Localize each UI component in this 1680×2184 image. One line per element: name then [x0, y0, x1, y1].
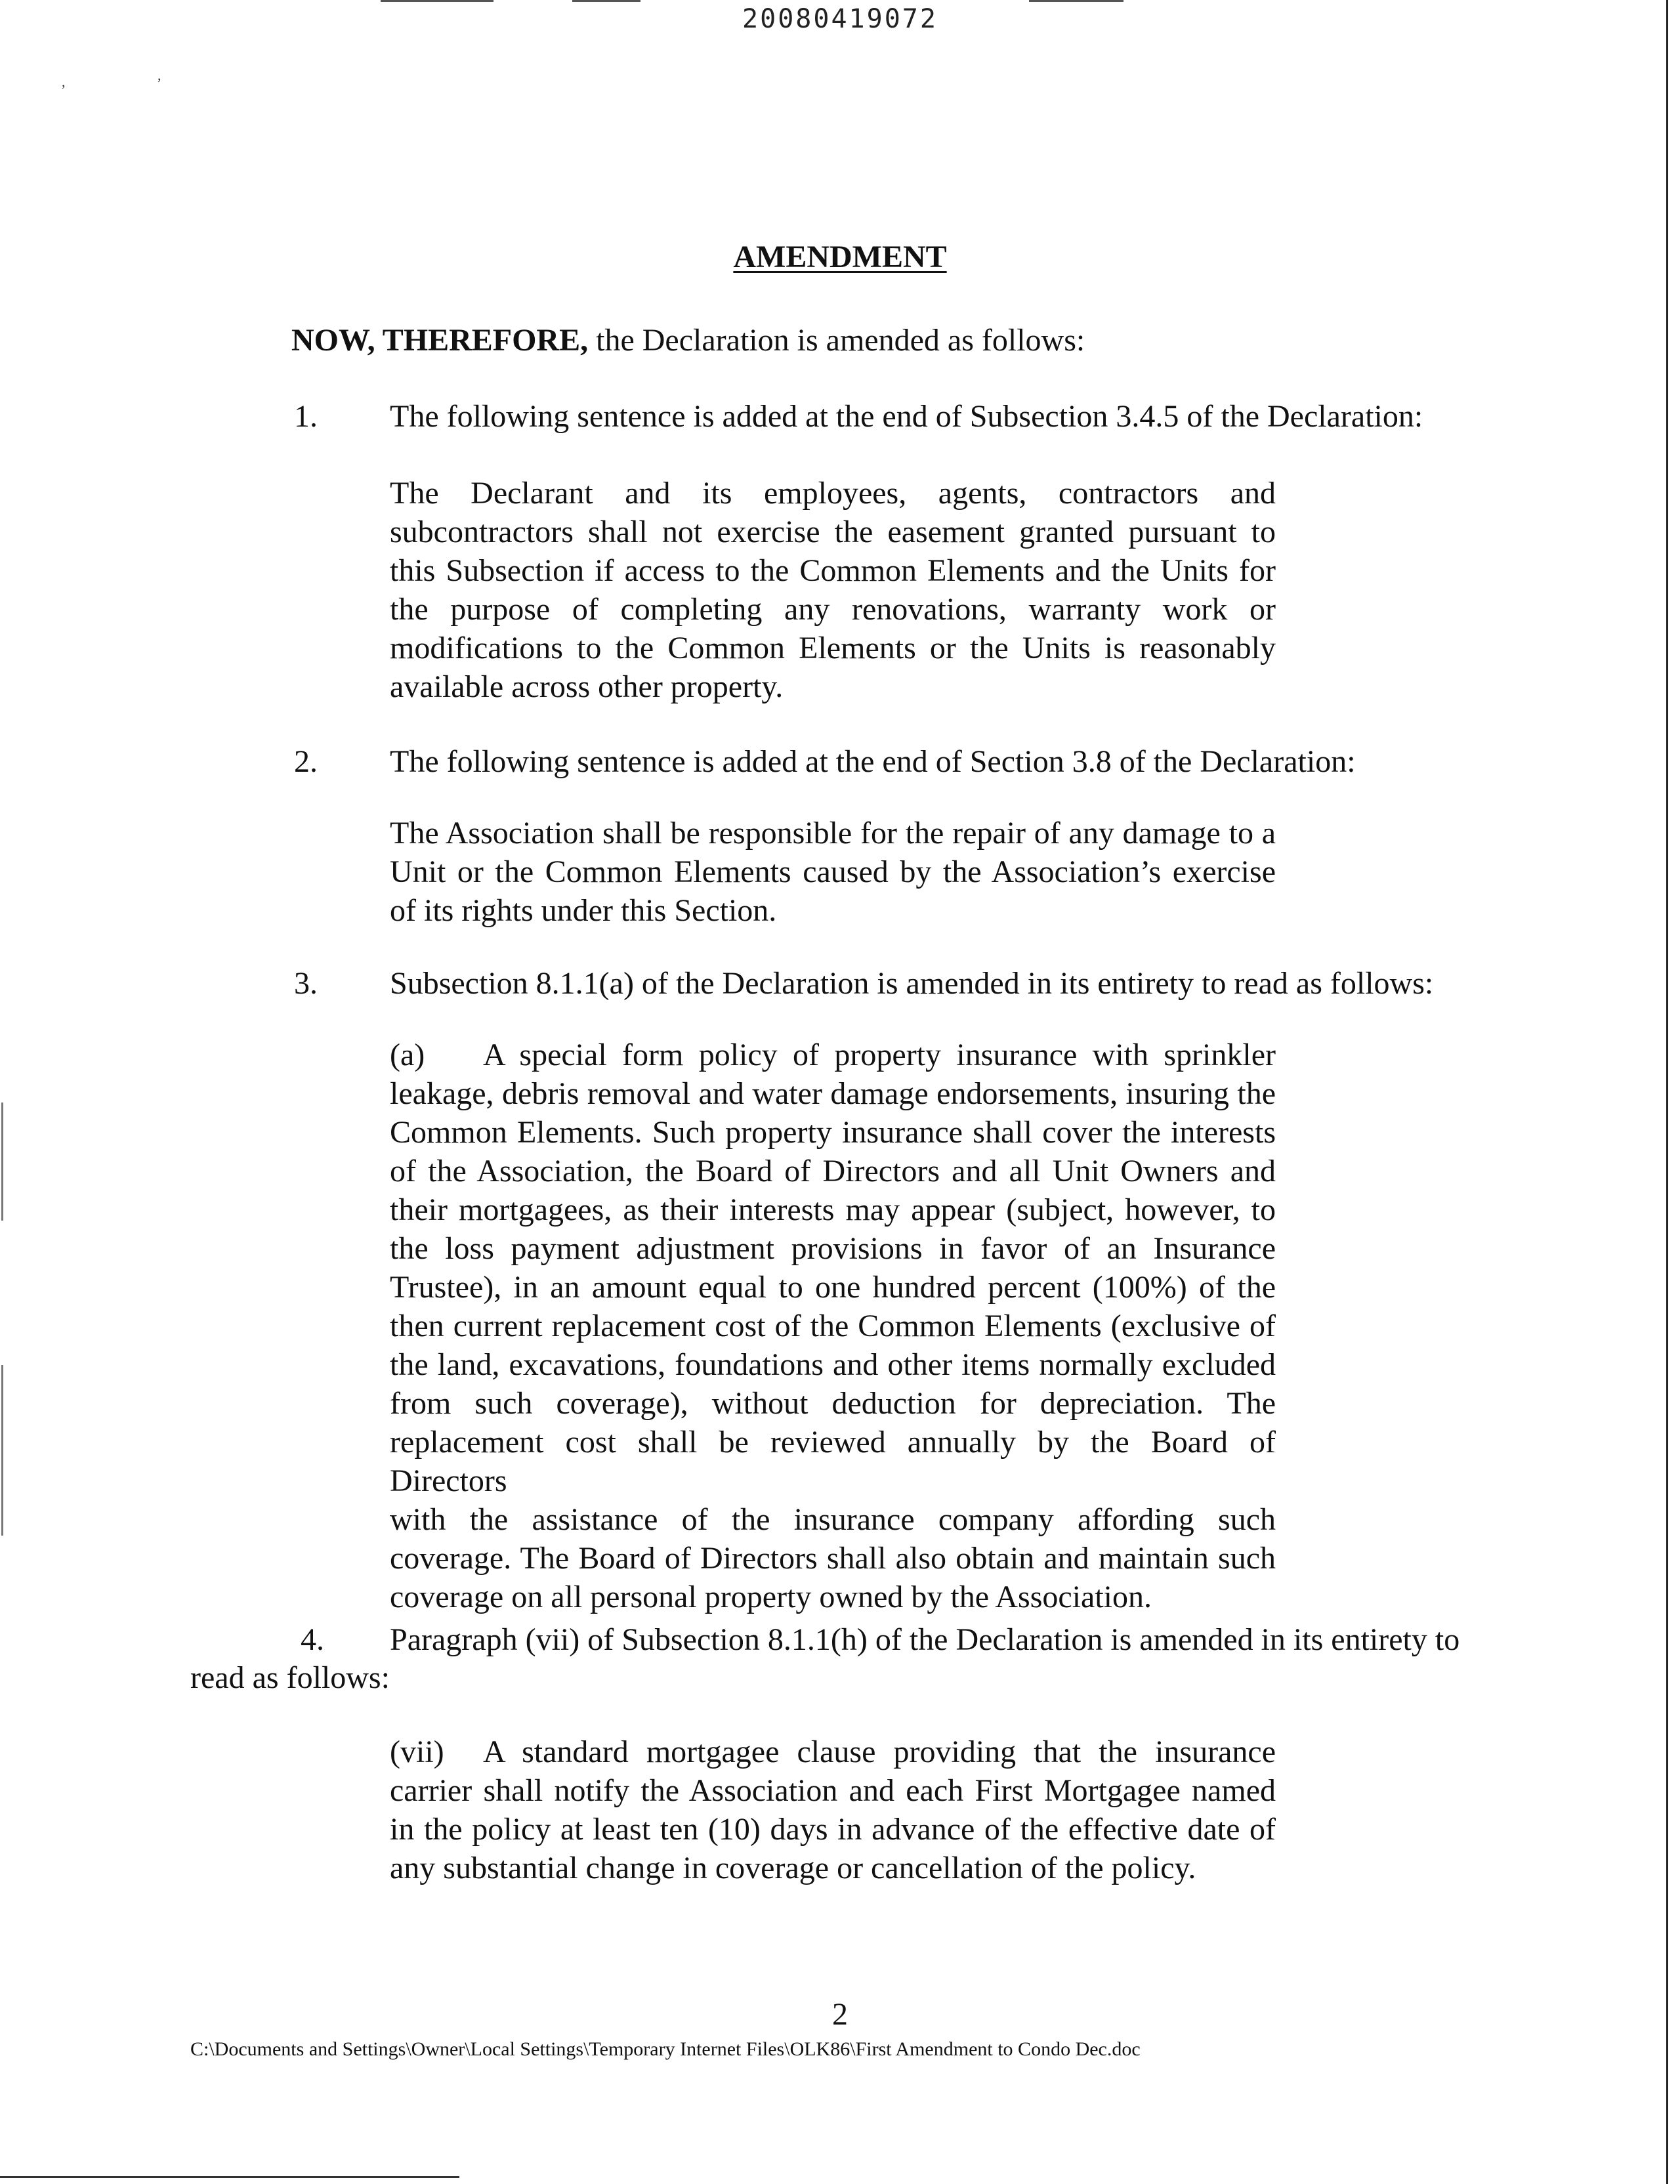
item-4-quote-first: A standard mortgagee clause providing that the insurance: [483, 1734, 1276, 1769]
item-3-quote-line: the loss payment adjustment provisions in favor of an Insurance: [390, 1231, 1276, 1266]
intro-bold: NOW, THEREFORE,: [291, 323, 589, 358]
item-2-quote: [390, 814, 1276, 930]
scan-mark-top-1: [381, 0, 494, 2]
scan-speck: ,: [158, 67, 161, 83]
item-3-quote-line: Trustee), in an amount equal to one hundred percent (100%) of the: [390, 1270, 1276, 1305]
item-3-quote-line: of the Association, the Board of Directors and all Unit Owners and: [390, 1154, 1276, 1188]
item-3-quote-line: coverage. The Board of Directors shall also obtain and maintain such: [390, 1541, 1276, 1576]
item-3-quote-line: leakage, debris removal and water damage endorsements, insuring the: [390, 1076, 1276, 1111]
item-3-quote-line: the land, excavations, foundations and other items normally excluded: [390, 1347, 1276, 1382]
scan-edge-bottom: [0, 2176, 459, 2178]
scan-edge-left: [1, 1102, 3, 1221]
item-2-number: 2.: [294, 744, 318, 779]
scan-mark-top-2: [572, 0, 640, 2]
scan-mark-top-3: [1029, 0, 1124, 2]
document-title: AMENDMENT: [733, 240, 947, 274]
item-3-quote-line: coverage on all personal property owned by the Association.: [390, 1580, 1152, 1614]
item-3-quote-line: their mortgagees, as their interests may appear (subject, however, to: [390, 1192, 1276, 1227]
item-3-quote-line: with the assistance of the insurance company affording such: [390, 1502, 1276, 1537]
item-1-quote-line: modifications to the Common Elements or the Units is reasonably: [390, 631, 1276, 665]
item-1-quote: [390, 474, 1276, 706]
item-3-quote-line: replacement cost shall be reviewed annually by the Board of Directors: [390, 1425, 1276, 1498]
item-4-quote: [390, 1732, 1276, 1887]
item-1-quote-line: available across other property.: [390, 669, 784, 704]
item-1-lead: The following sentence is added at the end of Subsection 3.4.5 of the Declaration:: [390, 399, 1423, 434]
item-1-quote-line: subcontractors shall not exercise the easement granted pursuant to: [390, 514, 1276, 549]
item-4-quote-line: carrier shall notify the Association and each First Mortgagee named: [390, 1773, 1276, 1808]
item-3-quote-first-line: [390, 1036, 1276, 1074]
item-3-quote-line: from such coverage), without deduction for depreciation. The: [390, 1386, 1276, 1421]
item-1-quote-line: The Declarant and its employees, agents, contractors and: [390, 476, 1276, 511]
item-3-quote-label: (a): [390, 1038, 425, 1072]
item-3-number: 3.: [294, 966, 318, 1001]
item-3-lead: Subsection 8.1.1(a) of the Declaration is amended in its entirety to read as follows:: [390, 966, 1434, 1001]
page-number: 2: [832, 1997, 848, 2032]
item-4-quote-first-line: [390, 1732, 1276, 1771]
item-4-quote-label: (vii): [390, 1734, 444, 1769]
scan-edge-left-lower: [1, 1365, 3, 1536]
item-4-lead-cont: read as follows:: [190, 1660, 390, 1695]
item-2-lead: The following sentence is added at the end of Section 3.8 of the Declaration:: [390, 744, 1356, 779]
item-3-quote-first: A special form policy of property insurance with sprinkler: [483, 1038, 1276, 1072]
item-1-quote-line: this Subsection if access to the Common Elements and the Units for: [390, 553, 1276, 588]
file-path: C:\Documents and Settings\Owner\Local Settings\Temporary Internet Files\OLK86\First Amendment to Condo Dec.doc: [190, 2038, 1141, 2060]
item-1-number: 1.: [294, 399, 318, 434]
record-number: 20080419072: [742, 4, 938, 34]
scan-edge-right: [1666, 0, 1668, 2184]
scan-speck: ,: [62, 74, 66, 90]
item-4-quote-line: in the policy at least ten (10) days in advance of the effective date of: [390, 1812, 1276, 1847]
intro-text: the Declaration is amended as follows:: [588, 323, 1085, 358]
item-4-quote-line: any substantial change in coverage or cancellation of the policy.: [390, 1851, 1196, 1885]
item-2-quote-line: Unit or the Common Elements caused by the Association’s exercise: [390, 854, 1276, 889]
item-4-number: 4.: [301, 1622, 324, 1657]
intro-paragraph: [291, 322, 1085, 360]
item-2-quote-line: of its rights under this Section.: [390, 893, 777, 928]
item-3-quote-line: Common Elements. Such property insurance shall cover the interests: [390, 1115, 1276, 1150]
item-3-quote-line: then current replacement cost of the Common Elements (exclusive of: [390, 1309, 1276, 1343]
item-4-lead: Paragraph (vii) of Subsection 8.1.1(h) of the Declaration is amended in its entirety to: [390, 1622, 1460, 1657]
item-2-quote-line: The Association shall be responsible for the repair of any damage to a: [390, 816, 1276, 850]
item-3-quote: [390, 1036, 1276, 1616]
item-1-quote-line: the purpose of completing any renovations, warranty work or: [390, 592, 1276, 627]
